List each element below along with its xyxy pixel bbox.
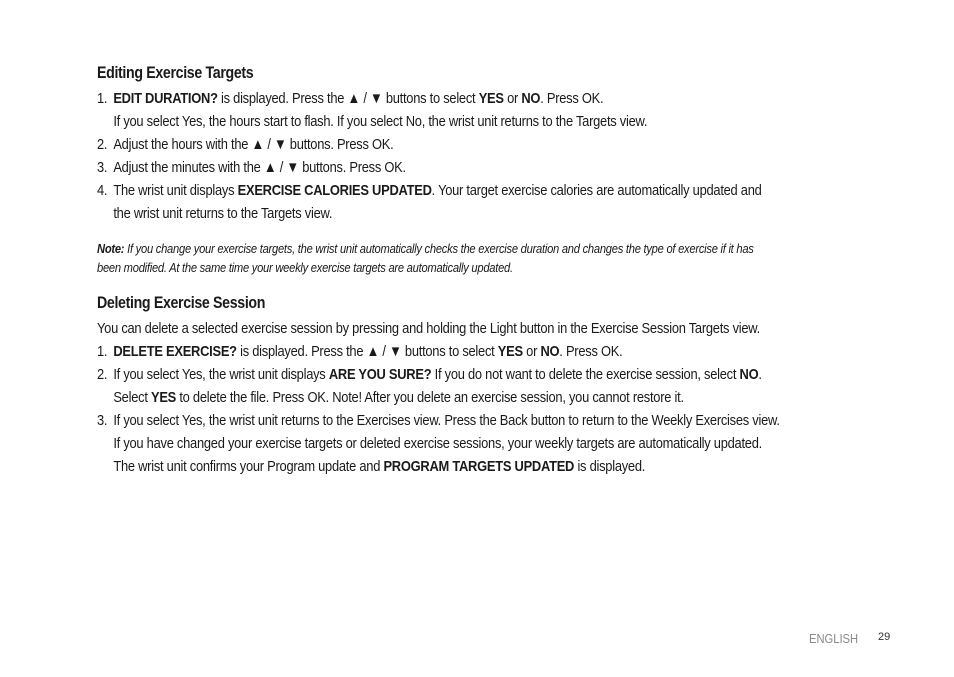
list-item: 1. DELETE EXERCISE? is displayed. Press the ▲ / ▼ buttons to select YES or NO. Press OK. xyxy=(97,343,623,360)
display-message: EXERCISE CALORIES UPDATED xyxy=(237,182,432,199)
list-item-continuation: The wrist unit confirms your Program update and PROGRAM TARGETS UPDATED is displayed. xyxy=(113,458,646,475)
display-message: ARE YOU SURE? xyxy=(328,366,432,383)
list-item: 2. If you select Yes, the wrist unit displays ARE YOU SURE? If you do not want to delete the exercise session, select NO. xyxy=(97,366,762,383)
note-paragraph: Note: If you change your exercise targets, the wrist unit automatically checks the exercise duration and changes the type of exercise if it has been modified. At the same time your weekly exercise targets are automatically updated. xyxy=(97,241,754,275)
page-number: 29 xyxy=(878,631,891,643)
intro-paragraph: You can delete a selected exercise session by pressing and holding the Light button in the Exercise Session Targets view. xyxy=(97,320,760,337)
list-item-continuation: the wrist unit returns to the Targets view. xyxy=(113,205,333,222)
section-title-deleting: Deleting Exercise Session xyxy=(97,294,266,312)
list-item-continuation: If you select Yes, the hours start to flash. If you select No, the wrist unit returns to the Targets view. xyxy=(113,113,648,130)
list-item-continuation: If you have changed your exercise targets or deleted exercise sessions, your weekly targets are automatically updated. xyxy=(113,435,762,452)
display-message: DELETE EXERCISE? xyxy=(113,343,237,360)
section-title-editing: Editing Exercise Targets xyxy=(97,64,254,82)
note-label: Note: xyxy=(97,241,125,256)
list-item: 3. Adjust the minutes with the ▲ / ▼ buttons. Press OK. xyxy=(97,159,406,176)
display-message: PROGRAM TARGETS UPDATED xyxy=(383,458,575,475)
footer-language: ENGLISH xyxy=(809,631,859,646)
manual-page xyxy=(97,63,897,478)
list-item: 4. The wrist unit displays EXERCISE CALORIES UPDATED. Your target exercise calories are automatically updated and xyxy=(97,182,762,199)
list-item: 1. EDIT DURATION? is displayed. Press the ▲ / ▼ buttons to select YES or NO. Press OK. xyxy=(97,87,785,110)
list-item: 2. Adjust the hours with the ▲ / ▼ buttons. Press OK. xyxy=(97,136,394,153)
list-item-continuation: Select YES to delete the file. Press OK. Note! After you delete an exercise session, you cannot restore it. xyxy=(113,389,684,406)
list-number: 1. xyxy=(97,90,108,107)
list-item: 3. If you select Yes, the wrist unit returns to the Exercises view. Press the Back button to return to the Weekly Exercises view. xyxy=(97,412,780,429)
display-message: EDIT DURATION? xyxy=(113,90,218,107)
